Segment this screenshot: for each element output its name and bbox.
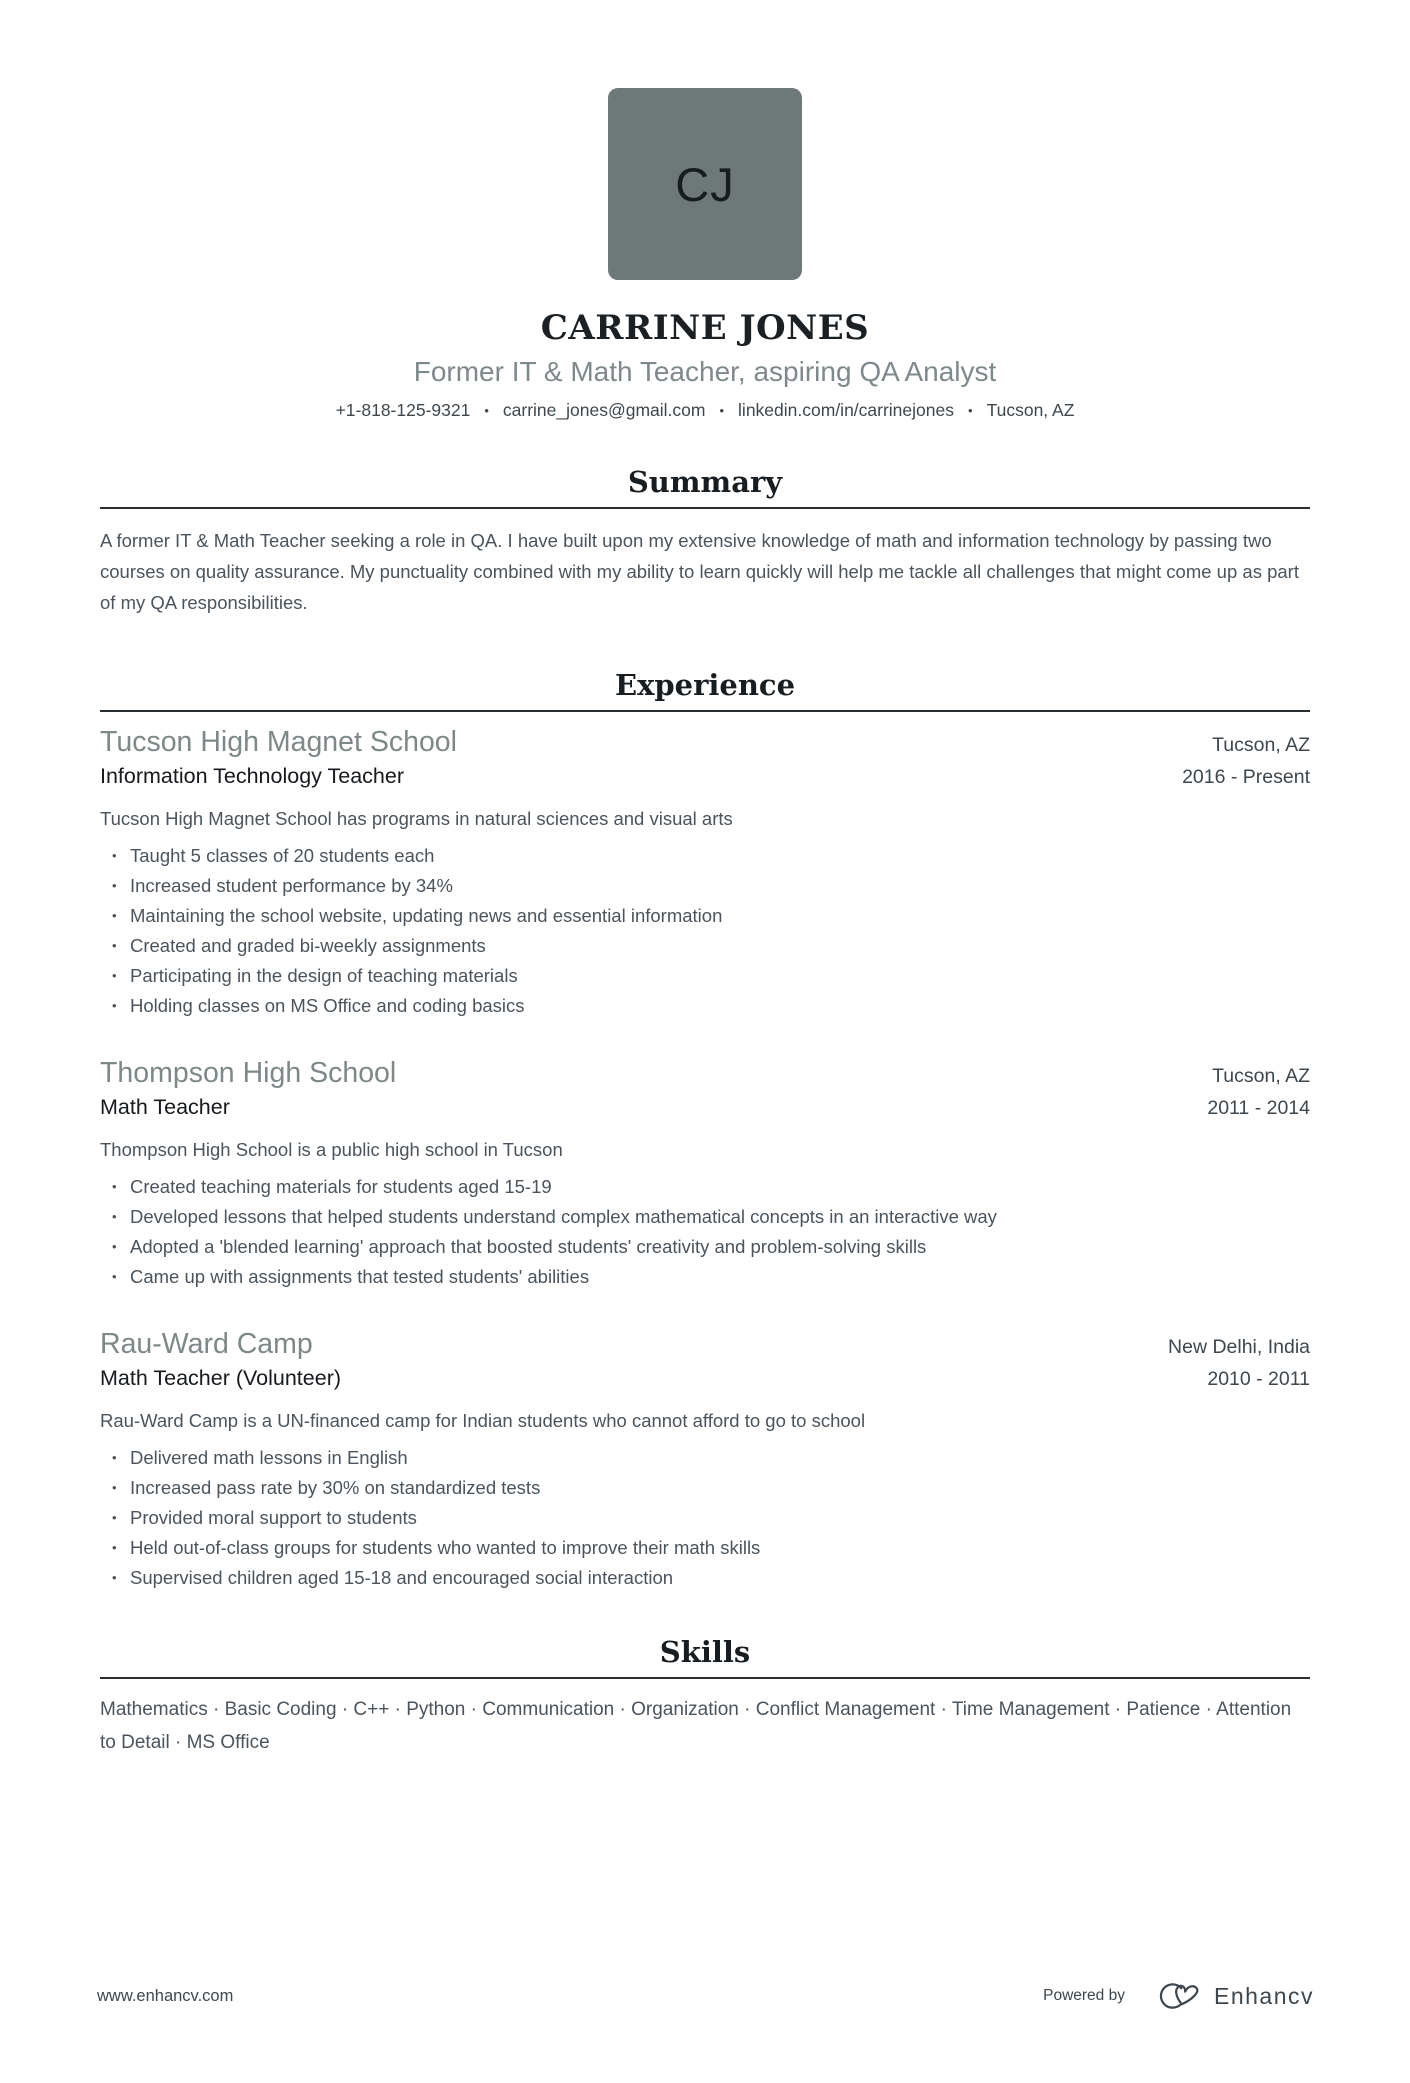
job-company: Rau-Ward Camp [100, 1328, 313, 1360]
job-bullets [100, 841, 1310, 1021]
powered-by-label: Powered by [1043, 1987, 1125, 2004]
bullet-item [112, 1533, 1310, 1563]
bullet-text: Developed lessons that helped students understand complex mathematical concepts in an interactive way [130, 1206, 997, 1227]
bullet-text: Holding classes on MS Office and coding basics [130, 995, 525, 1016]
job-description: Thompson High School is a public high school in Tucson [100, 1139, 563, 1160]
bullet-item [112, 1262, 1310, 1292]
bullet-icon: • [112, 1239, 117, 1254]
bullet-item [112, 1202, 1310, 1232]
bullet-text: Maintaining the school website, updating news and essential information [130, 905, 723, 926]
bullet-text: Held out-of-class groups for students who wanted to improve their math skills [130, 1537, 761, 1558]
experience-section [100, 666, 1310, 1593]
brand-wordmark: Enhancv [1213, 1982, 1314, 2009]
bullet-item [112, 961, 1310, 991]
skills-section [100, 1633, 1310, 1759]
bullet-text: Came up with assignments that tested students' abilities [130, 1266, 590, 1287]
bullet-item [112, 871, 1310, 901]
bullet-icon: • [112, 1510, 117, 1525]
person-name: CARRINE JONES [540, 308, 870, 348]
bullet-item [112, 1443, 1310, 1473]
bullet-item [112, 901, 1310, 931]
enhancv-logo [1149, 1977, 1314, 2015]
job-location: Tucson, AZ [1212, 1065, 1310, 1087]
contact-line [100, 398, 1310, 423]
bullet-text: Adopted a 'blended learning' approach that boosted students' creativity and problem-solving skills [130, 1236, 927, 1257]
avatar [608, 88, 802, 280]
powered-by [1043, 1977, 1314, 2015]
bullet-icon: • [112, 1179, 117, 1194]
skills-text: Mathematics · Basic Coding · C++ · Python · Communication · Organization · Conflict Management · Time Management · Patience · Attention to Detail · MS Office [100, 1699, 1292, 1753]
experience-entry [100, 724, 1310, 1021]
experience-heading: Experience [614, 668, 796, 702]
bullet-item [112, 1503, 1310, 1533]
section-divider [100, 1677, 1310, 1679]
contact-separator-icon: • [484, 403, 489, 418]
job-description: Tucson High Magnet School has programs in natural sciences and visual arts [100, 808, 733, 829]
job-description: Rau-Ward Camp is a UN-financed camp for Indian students who cannot afford to go to school [100, 1410, 866, 1431]
job-dates: 2011 - 2014 [1207, 1097, 1310, 1119]
page-footer [97, 1978, 1314, 2014]
job-dates: 2010 - 2011 [1207, 1368, 1310, 1390]
contact-separator-icon: • [719, 403, 725, 418]
resume-page [100, 88, 1310, 1759]
bullet-item [112, 841, 1310, 871]
bullet-icon: • [112, 998, 117, 1013]
bullet-icon: • [112, 1480, 117, 1495]
job-bullets [100, 1172, 1310, 1292]
bullet-icon: • [112, 1209, 117, 1224]
job-title: Math Teacher (Volunteer) [100, 1366, 342, 1390]
bullet-item [112, 931, 1310, 961]
enhancv-infinity-logo-icon [1149, 1977, 1205, 2015]
contact-item: Tucson, AZ [986, 400, 1075, 420]
bullet-icon: • [112, 938, 117, 953]
bullet-icon: • [112, 1540, 117, 1555]
bullet-text: Supervised children aged 15-18 and encouraged social interaction [130, 1567, 674, 1588]
contact-separator-icon: • [968, 403, 973, 418]
bullet-text: Created and graded bi-weekly assignments [130, 935, 486, 956]
bullet-item [112, 1172, 1310, 1202]
summary-section [100, 463, 1310, 618]
section-divider [100, 710, 1310, 712]
job-bullets [100, 1443, 1310, 1593]
bullet-item [112, 991, 1310, 1021]
bullet-text: Increased pass rate by 30% on standardized tests [130, 1477, 541, 1498]
job-company: Thompson High School [100, 1057, 397, 1089]
job-title: Information Technology Teacher [100, 764, 404, 788]
experience-entry [100, 1055, 1310, 1292]
section-divider [100, 507, 1310, 509]
bullet-item [112, 1232, 1310, 1262]
bullet-item [112, 1563, 1310, 1593]
bullet-text: Created teaching materials for students aged 15-19 [130, 1176, 552, 1197]
contact-item: linkedin.com/in/carrinejones [738, 400, 954, 420]
bullet-text: Taught 5 classes of 20 students each [130, 845, 435, 866]
bullet-icon: • [112, 1269, 117, 1284]
bullet-text: Delivered math lessons in English [130, 1447, 408, 1468]
bullet-text: Participating in the design of teaching materials [130, 965, 518, 986]
summary-heading: Summary [627, 465, 783, 499]
job-location: Tucson, AZ [1212, 734, 1310, 756]
skills-heading: Skills [659, 1635, 751, 1669]
bullet-item [112, 1473, 1310, 1503]
contact-item: +1-818-125-9321 [335, 400, 471, 420]
job-location: New Delhi, India [1168, 1336, 1310, 1358]
bullet-text: Provided moral support to students [130, 1507, 417, 1528]
footer-url: www.enhancv.com [97, 1986, 234, 2005]
bullet-icon: • [112, 848, 117, 863]
summary-text: A former IT & Math Teacher seeking a role in QA. I have built upon my extensive knowledge of math and information technology by passing two courses on quality assurance. My punctuality combined with my ability to learn quickly will help me tackle all challenges that might come up as part of my QA responsibilities. [100, 530, 1299, 613]
person-headline: Former IT & Math Teacher, aspiring QA Analyst [413, 356, 997, 387]
bullet-icon: • [112, 1570, 117, 1585]
contact-item: carrine_jones@gmail.com [502, 400, 706, 420]
job-dates: 2016 - Present [1182, 766, 1310, 788]
experience-entries [100, 724, 1310, 1593]
bullet-icon: • [112, 1450, 117, 1465]
experience-entry [100, 1326, 1310, 1593]
job-company: Tucson High Magnet School [100, 726, 457, 758]
avatar-initials: CJ [675, 157, 735, 211]
job-title: Math Teacher [100, 1095, 230, 1119]
bullet-icon: • [112, 968, 117, 983]
bullet-icon: • [112, 908, 117, 923]
bullet-text: Increased student performance by 34% [130, 875, 453, 896]
bullet-icon: • [112, 878, 117, 893]
